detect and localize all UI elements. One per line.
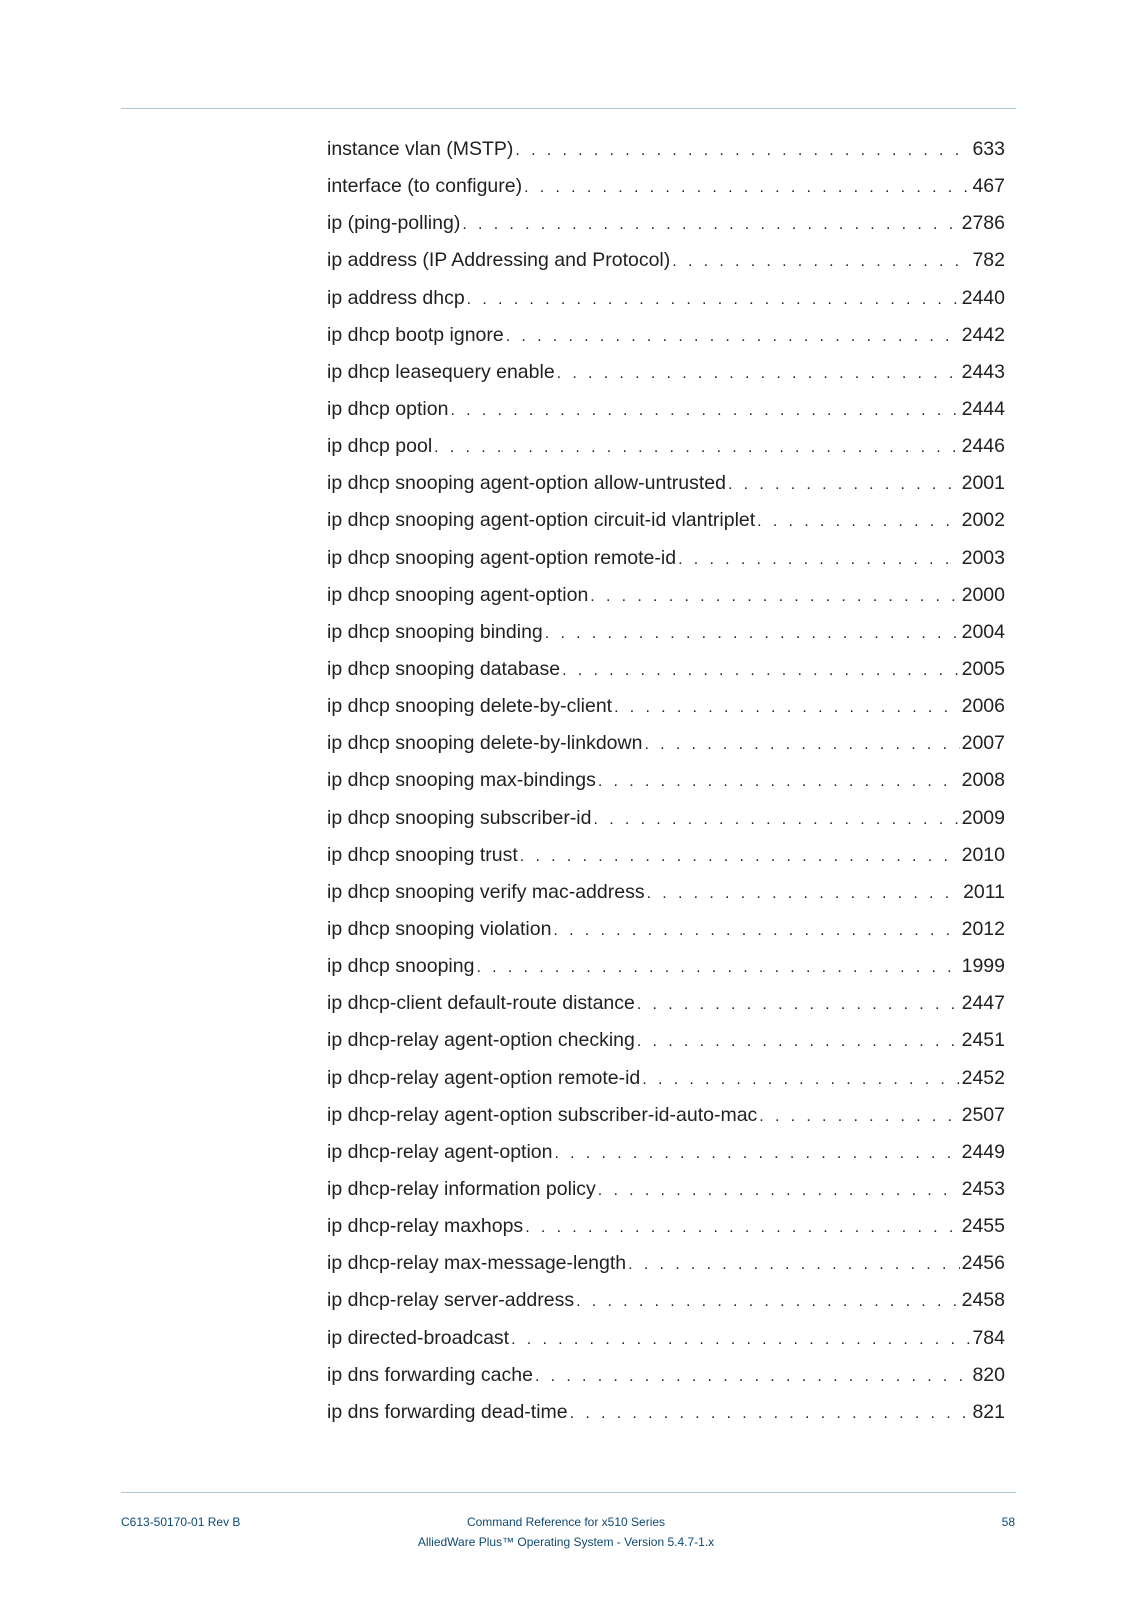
footer-page-number: 58 <box>1001 1515 1015 1529</box>
toc-page-number: 2006 <box>961 695 1005 718</box>
toc-entry-title: ip dhcp-relay agent-option remote-id <box>327 1066 641 1089</box>
toc-entry-title: ip dhcp pool <box>327 435 433 458</box>
toc-row[interactable] <box>327 1320 1005 1357</box>
toc-row[interactable] <box>327 911 1005 948</box>
toc-row[interactable] <box>327 762 1005 799</box>
toc-row[interactable] <box>327 131 1005 168</box>
toc-dot-leader <box>434 429 959 466</box>
toc-page-number: 2455 <box>961 1215 1005 1238</box>
toc-page-number: 2000 <box>961 583 1005 606</box>
toc-page-number: 2009 <box>961 806 1005 829</box>
toc-entry-title: ip address dhcp <box>327 286 465 309</box>
toc-entry-title: ip dhcp snooping trust <box>327 843 518 866</box>
toc-page-number: 2005 <box>961 657 1005 680</box>
toc-dot-leader <box>462 206 959 243</box>
footer-rule <box>121 1492 1016 1493</box>
toc-page-number: 633 <box>972 138 1005 160</box>
toc-dot-leader <box>467 281 960 318</box>
toc-page-number: 782 <box>972 249 1005 272</box>
toc-row[interactable] <box>327 540 1005 577</box>
toc-entry-title: ip directed-broadcast <box>327 1326 510 1349</box>
toc-row[interactable] <box>327 874 1005 911</box>
toc-entry-title: ip dns forwarding cache <box>327 1363 533 1386</box>
toc-page-number: 2447 <box>961 992 1005 1015</box>
toc-dot-leader <box>628 1246 959 1283</box>
toc-dot-leader <box>511 1321 970 1358</box>
footer-title <box>0 1512 1132 1552</box>
toc-entry-title: ip dhcp-relay maxhops <box>327 1215 524 1238</box>
toc-page-number: 2449 <box>961 1140 1005 1163</box>
toc-page-number: 2451 <box>961 1029 1005 1052</box>
toc-row[interactable] <box>327 800 1005 837</box>
toc-entry-title: ip dhcp snooping violation <box>327 917 552 940</box>
toc-page-number: 2440 <box>961 286 1005 309</box>
toc-page-number: 1999 <box>961 955 1005 978</box>
footer-title-line1: Command Reference for x510 Series <box>466 1515 666 1529</box>
toc-entry-title: ip dhcp option <box>327 397 449 420</box>
toc-page-number: 2446 <box>961 435 1005 458</box>
toc-entry-title: ip dhcp leasequery enable <box>327 360 555 383</box>
toc-dot-leader <box>506 318 960 355</box>
toc-row[interactable] <box>327 577 1005 614</box>
toc-row[interactable] <box>327 280 1005 317</box>
toc-row[interactable] <box>327 391 1005 428</box>
toc-entry-title: ip dhcp snooping delete-by-client <box>327 695 613 718</box>
toc-row[interactable] <box>327 1208 1005 1245</box>
toc-page-number: 2010 <box>961 843 1005 866</box>
toc-dot-leader <box>562 652 960 689</box>
toc-dot-leader <box>554 1135 959 1172</box>
toc-page-number: 820 <box>972 1363 1005 1386</box>
toc-entry-title: ip dhcp-relay agent-option checking <box>327 1029 635 1052</box>
toc-page-number: 2507 <box>961 1103 1005 1126</box>
toc-dot-leader <box>520 838 960 875</box>
toc-entry-title: ip dhcp snooping agent-option remote-id <box>327 546 677 569</box>
toc-dot-leader <box>637 1023 960 1060</box>
toc-dot-leader <box>535 1358 971 1395</box>
toc-entry-title: interface (to configure) <box>327 175 523 198</box>
toc-entry-title: ip dhcp snooping verify mac-address <box>327 880 645 903</box>
toc-row[interactable] <box>327 651 1005 688</box>
toc-entry-title: ip dhcp-relay server-address <box>327 1289 575 1312</box>
toc-dot-leader <box>644 726 959 763</box>
toc-entry-title: ip dhcp-relay agent-option subscriber-id-auto-mac <box>327 1103 758 1126</box>
toc-row[interactable] <box>327 688 1005 725</box>
toc-row[interactable] <box>327 354 1005 391</box>
toc-page-number: 2452 <box>961 1066 1005 1089</box>
toc-dot-leader <box>637 986 960 1023</box>
toc-dot-leader <box>590 578 959 615</box>
toc-page-number: 821 <box>972 1400 1005 1423</box>
toc-dot-leader <box>570 1395 971 1432</box>
toc-dot-leader <box>642 1061 959 1098</box>
toc-dot-leader <box>598 1172 960 1209</box>
toc-page-number: 2453 <box>961 1177 1005 1200</box>
toc-row[interactable] <box>327 502 1005 539</box>
toc-row[interactable] <box>327 1097 1005 1134</box>
toc-dot-leader <box>757 503 959 540</box>
toc-row[interactable] <box>327 837 1005 874</box>
toc-row[interactable] <box>327 948 1005 985</box>
toc-row[interactable] <box>327 1245 1005 1282</box>
toc-entry-title: ip dhcp snooping database <box>327 657 561 680</box>
toc-dot-leader <box>576 1283 960 1320</box>
toc-dot-leader <box>678 541 960 578</box>
toc-dot-leader <box>594 801 960 838</box>
toc-dot-leader <box>525 1209 959 1246</box>
toc-dot-leader <box>553 912 959 949</box>
toc-entry-title: ip dhcp-relay max-message-length <box>327 1252 627 1275</box>
toc-page-number: 2456 <box>961 1252 1005 1275</box>
toc-page-number: 2012 <box>961 917 1005 940</box>
toc-row[interactable] <box>327 1022 1005 1059</box>
toc-entry-title: ip dns forwarding dead-time <box>327 1400 568 1423</box>
toc-row[interactable] <box>327 242 1005 279</box>
toc-row[interactable] <box>327 205 1005 242</box>
toc-dot-leader <box>647 875 961 912</box>
toc-page-number: 2458 <box>961 1289 1005 1312</box>
toc-dot-leader <box>598 763 960 800</box>
toc-row[interactable] <box>327 317 1005 354</box>
toc-entry-title: ip dhcp snooping <box>327 955 475 978</box>
toc-entry-title: ip dhcp-relay information policy <box>327 1177 596 1200</box>
toc-dot-leader <box>759 1098 959 1135</box>
toc-entry-title: ip dhcp snooping delete-by-linkdown <box>327 732 643 755</box>
toc-page-number: 2002 <box>961 509 1005 532</box>
toc-entry-title: ip dhcp snooping agent-option <box>327 583 589 606</box>
toc-page-number: 467 <box>972 175 1005 198</box>
toc-entry-title: ip dhcp snooping binding <box>327 620 543 643</box>
toc-row[interactable] <box>327 1357 1005 1394</box>
toc-row[interactable] <box>327 428 1005 465</box>
toc-row[interactable] <box>327 1171 1005 1208</box>
toc-dot-leader <box>515 132 970 169</box>
toc-page-number: 784 <box>972 1326 1005 1349</box>
toc-dot-leader <box>476 949 959 986</box>
toc-entry-title: instance vlan (MSTP) <box>327 138 514 160</box>
toc-entry-title: ip dhcp snooping agent-option circuit-id vlantriplet <box>327 509 756 532</box>
toc-entry-title: ip dhcp-relay agent-option <box>327 1140 553 1163</box>
toc-entry-title: ip dhcp snooping agent-option allow-untrusted <box>327 472 726 495</box>
toc-dot-leader <box>450 392 959 429</box>
toc-dot-leader <box>728 466 960 503</box>
toc-page-number: 2003 <box>961 546 1005 569</box>
footer-title-line2: AlliedWare Plus™ Operating System - Version 5.4.7-1.x <box>417 1535 715 1549</box>
toc-page-number: 2011 <box>963 880 1005 903</box>
toc-page-number: 2444 <box>961 397 1005 420</box>
toc-row[interactable] <box>327 1394 1005 1431</box>
toc-dot-leader <box>614 689 960 726</box>
toc-entry-title: ip dhcp snooping subscriber-id <box>327 806 592 829</box>
footer-doc-id: C613-50170-01 Rev B <box>121 1515 241 1529</box>
toc-dot-leader <box>557 355 960 392</box>
toc-page-number: 2004 <box>961 620 1005 643</box>
toc-row[interactable] <box>327 1060 1005 1097</box>
toc-row[interactable] <box>327 985 1005 1022</box>
toc-page-number: 2442 <box>961 323 1005 346</box>
toc-page-number: 2001 <box>961 472 1005 495</box>
toc-page-number: 2786 <box>961 212 1005 235</box>
toc-row[interactable] <box>327 614 1005 651</box>
header-rule <box>121 108 1016 109</box>
toc-dot-leader <box>545 615 960 652</box>
toc-row[interactable] <box>327 168 1005 205</box>
toc-entry-title: ip address (IP Addressing and Protocol) <box>327 249 671 272</box>
toc-dot-leader <box>524 169 970 206</box>
toc-page-number: 2008 <box>961 769 1005 792</box>
toc-row[interactable] <box>327 725 1005 762</box>
toc-entry-title: ip dhcp snooping max-bindings <box>327 769 596 792</box>
toc-row[interactable] <box>327 1134 1005 1171</box>
toc-page-number: 2443 <box>961 360 1005 383</box>
toc-entry-title: ip dhcp-client default-route distance <box>327 992 635 1015</box>
toc-page-number: 2007 <box>961 732 1005 755</box>
toc-row[interactable] <box>327 465 1005 502</box>
toc-entry-title: ip dhcp bootp ignore <box>327 323 504 346</box>
toc-row[interactable] <box>327 1282 1005 1319</box>
toc-entry-title: ip (ping-polling) <box>327 212 461 235</box>
toc-dot-leader <box>672 243 970 280</box>
toc-list <box>327 131 1005 1431</box>
